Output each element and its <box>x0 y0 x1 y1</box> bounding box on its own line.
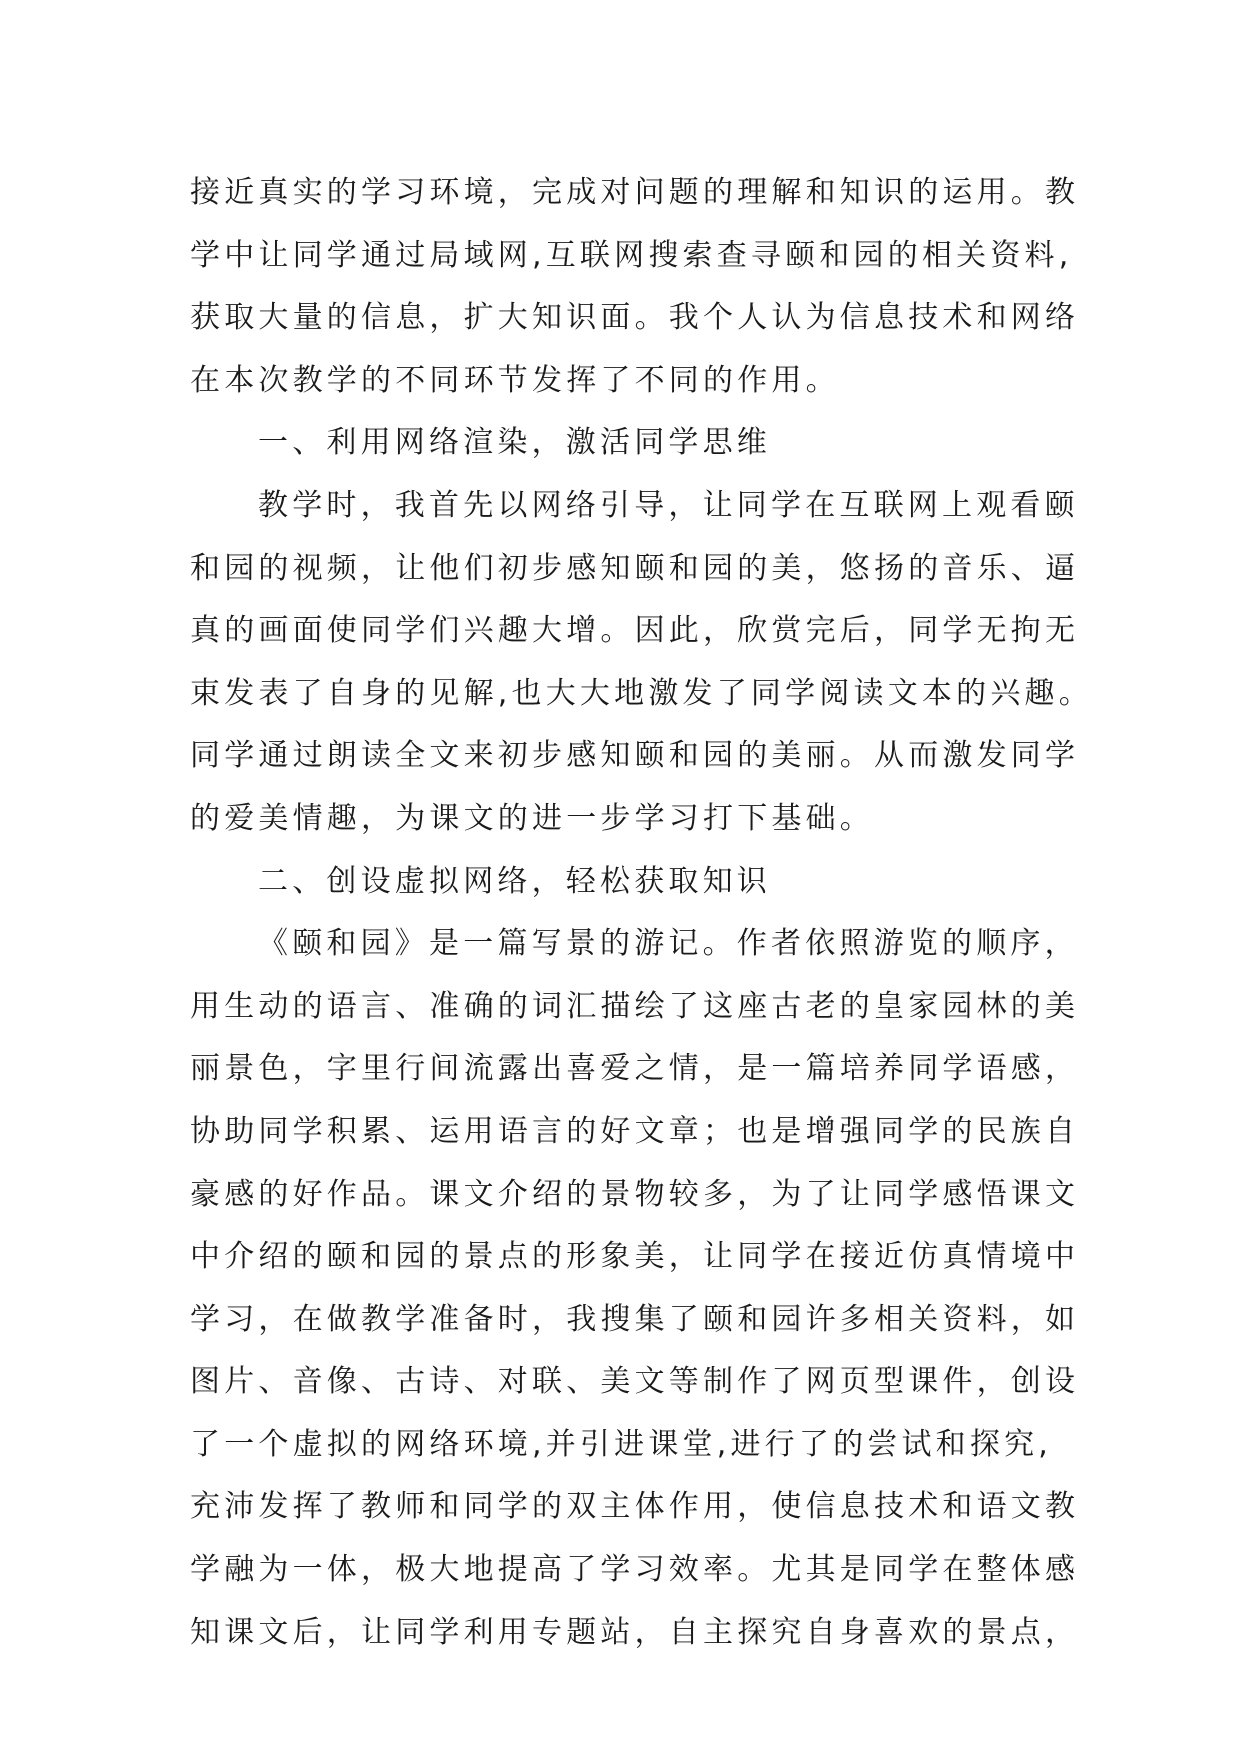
text-line: 束发表了自身的见解,也大大地激发了同学阅读文本的兴趣。 <box>190 675 1093 711</box>
text-line: 和园的视频，让他们初步感知颐和园的美，悠扬的音乐、逼 <box>190 550 1080 586</box>
text-line: 学融为一体，极大地提高了学习效率。尤其是同学在整体感 <box>190 1552 1080 1588</box>
text-line: 教学时，我首先以网络引导，让同学在互联网上观看颐 <box>258 487 1079 523</box>
text-line: 协助同学积累、运用语言的好文章；也是增强同学的民族自 <box>190 1113 1080 1149</box>
section-heading-1: 一、利用网络渲染，激活同学思维 <box>258 425 771 461</box>
text-line: 《颐和园》是一篇写景的游记。作者依照游览的顺序， <box>258 926 1079 962</box>
text-line: 了一个虚拟的网络环境,并引进课堂,进行了的尝试和探究, <box>190 1426 1053 1462</box>
body-text <box>190 162 1093 1664</box>
text-line: 获取大量的信息，扩大知识面。我个人认为信息技术和网络 <box>190 300 1080 336</box>
text-line: 豪感的好作品。课文介绍的景物较多，为了让同学感悟课文 <box>190 1176 1080 1212</box>
text-line: 丽景色，字里行间流露出喜爱之情，是一篇培养同学语感， <box>190 1051 1080 1087</box>
text-line: 中介绍的颐和园的景点的形象美，让同学在接近仿真情境中 <box>190 1239 1080 1275</box>
section-heading-2: 二、创设虚拟网络，轻松获取知识 <box>258 863 771 899</box>
text-line: 学中让同学通过局域网,互联网搜索查寻颐和园的相关资料, <box>190 237 1073 273</box>
text-line: 接近真实的学习环境，完成对问题的理解和知识的运用。教 <box>190 175 1080 210</box>
text-line: 的爱美情趣，为课文的进一步学习打下基础。 <box>190 800 874 836</box>
text-line: 用生动的语言、准确的词汇描绘了这座古老的皇家园林的美 <box>190 988 1080 1024</box>
text-line: 图片、音像、古诗、对联、美文等制作了网页型课件，创设 <box>190 1364 1080 1400</box>
text-line: 充沛发挥了教师和同学的双主体作用，使信息技术和语文教 <box>190 1489 1080 1525</box>
text-line: 学习，在做教学准备时，我搜集了颐和园许多相关资料，如 <box>190 1301 1080 1337</box>
text-line: 在本次教学的不同环节发挥了不同的作用。 <box>190 362 840 398</box>
text-line: 知课文后，让同学利用专题站，自主探究自身喜欢的景点， <box>190 1614 1080 1650</box>
text-line: 真的画面使同学们兴趣大增。因此，欣赏完后，同学无拘无 <box>190 613 1080 649</box>
text-line: 同学通过朗读全文来初步感知颐和园的美丽。从而激发同学 <box>190 738 1080 774</box>
